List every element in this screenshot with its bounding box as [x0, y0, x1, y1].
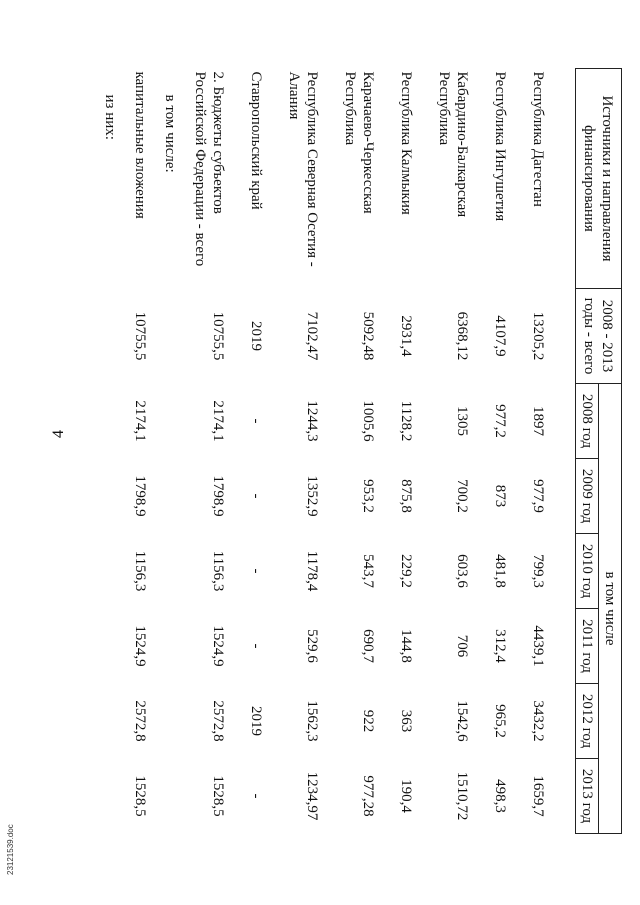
- row-name: капитальные вложения: [132, 71, 148, 219]
- row-total: 2931,4: [398, 315, 414, 357]
- cell: 1305: [454, 406, 470, 436]
- row-name: Республика Дагестан: [530, 71, 546, 207]
- header-year: 2008 год: [576, 384, 599, 459]
- cell: 875,8: [398, 479, 414, 513]
- table-row: [265, 69, 321, 834]
- cell: 1128,2: [398, 400, 414, 442]
- cell: [89, 459, 119, 534]
- cell: [89, 534, 119, 609]
- cell: [149, 384, 179, 459]
- cell: 690,7: [360, 629, 376, 663]
- cell: 1528,5: [210, 775, 226, 817]
- row-name: Кабардино-Балкарская Республика: [436, 71, 470, 218]
- cell: 1156,3: [210, 550, 226, 592]
- cell: 873: [492, 484, 508, 508]
- cell: 4439,1: [530, 625, 546, 667]
- cell: 1234,97: [304, 771, 320, 821]
- row-total: [89, 289, 119, 384]
- cell: 2572,8: [132, 700, 148, 742]
- table-row: [415, 69, 471, 834]
- header-year: 2012 год: [576, 684, 599, 759]
- cell: 1542,6: [454, 700, 470, 742]
- table-row: [179, 69, 227, 834]
- cell: 2174,1: [132, 400, 148, 442]
- cell: 1659,7: [530, 775, 546, 817]
- cell: [149, 684, 179, 759]
- cell: 1524,9: [210, 625, 226, 667]
- row-name: в том числе:: [162, 94, 178, 173]
- cell: 603,6: [454, 554, 470, 588]
- cell: [89, 759, 119, 834]
- cell: 965,2: [492, 704, 508, 738]
- footer-filename: 23121539.doc: [6, 824, 15, 875]
- cell: 1352,9: [304, 475, 320, 517]
- cell: 1156,3: [132, 550, 148, 592]
- row-name: Ставропольский край: [248, 71, 264, 210]
- header-year: 2013 год: [576, 759, 599, 834]
- cell: 977,2: [492, 404, 508, 438]
- cell: [149, 459, 179, 534]
- rotated-page: [82, 68, 622, 833]
- cell: -: [248, 643, 264, 649]
- cell: 529,6: [304, 629, 320, 663]
- header-year: 2011 год: [576, 609, 599, 684]
- cell: 977,9: [530, 479, 546, 513]
- header-year: 2009 год: [576, 459, 599, 534]
- cell: 1178,4: [304, 550, 320, 592]
- cell: 498,3: [492, 779, 508, 813]
- cell: -: [248, 793, 264, 799]
- cell: 3432,2: [530, 700, 546, 742]
- table-row: [321, 69, 377, 834]
- cell: -: [248, 568, 264, 574]
- funding-table: [89, 68, 622, 834]
- table-row: [149, 69, 179, 834]
- page-number: 4: [50, 430, 67, 438]
- cell: 977,28: [360, 775, 376, 817]
- cell: 922: [360, 709, 376, 733]
- cell: 1562,3: [304, 700, 320, 742]
- cell: 706: [454, 634, 470, 658]
- cell: 2174,1: [210, 400, 226, 442]
- header-year: 2010 год: [576, 534, 599, 609]
- row-total: 10755,5: [132, 311, 148, 361]
- row-name: 2. Бюджеты субъектов Российской Федерации - всего: [192, 71, 226, 267]
- cell: [149, 609, 179, 684]
- cell: 543,7: [360, 554, 376, 588]
- cell: 312,4: [492, 629, 508, 663]
- cell: 1798,9: [210, 475, 226, 517]
- cell: 144,8: [398, 629, 414, 663]
- header-total: 2008 - 2013 годы - всего: [576, 289, 622, 384]
- spacer: [547, 69, 576, 834]
- cell: [89, 609, 119, 684]
- cell: 1528,5: [132, 775, 148, 817]
- row-total: 5092,48: [360, 311, 376, 361]
- row-total: 7102,47: [304, 311, 320, 361]
- cell: 1524,9: [132, 625, 148, 667]
- cell: 1897: [530, 406, 546, 436]
- cell: 1798,9: [132, 475, 148, 517]
- header-source: Источники и направления финансирования: [576, 69, 622, 289]
- table-row: [227, 69, 265, 834]
- table-row: [509, 69, 547, 834]
- table-row: [471, 69, 509, 834]
- cell: -: [248, 493, 264, 499]
- cell: 1005,6: [360, 400, 376, 442]
- cell: 953,2: [360, 479, 376, 513]
- row-total: 13205,2: [530, 311, 546, 361]
- cell: [149, 534, 179, 609]
- cell: 1510,72: [454, 771, 470, 821]
- cell: 799,3: [530, 554, 546, 588]
- cell: 481,8: [492, 554, 508, 588]
- row-name: Карачаево-Черкесская Республика: [342, 71, 376, 214]
- cell: [89, 684, 119, 759]
- row-name: Республика Северная Осетия - Алания: [286, 71, 320, 267]
- row-total: 4107,9: [492, 315, 508, 357]
- row-total: [149, 289, 179, 384]
- cell: 363: [398, 709, 414, 733]
- cell: 2572,8: [210, 700, 226, 742]
- header-incl: в том числе: [599, 384, 622, 834]
- row-name: из них:: [102, 94, 118, 140]
- cell: -: [248, 418, 264, 424]
- row-total: 2019: [248, 321, 264, 351]
- cell: 190,4: [398, 779, 414, 813]
- table-row: [377, 69, 415, 834]
- row-total: 10755,5: [210, 311, 226, 361]
- row-total: 6368,12: [454, 311, 470, 361]
- table-row: [89, 69, 119, 834]
- row-name: Республика Калмыкия: [398, 71, 414, 215]
- cell: [89, 384, 119, 459]
- cell: 2019: [248, 706, 264, 736]
- cell: 1244,3: [304, 400, 320, 442]
- table-row: [119, 69, 149, 834]
- cell: 229,2: [398, 554, 414, 588]
- row-name: Республика Ингушетия: [492, 71, 508, 222]
- cell: [149, 759, 179, 834]
- cell: 700,2: [454, 479, 470, 513]
